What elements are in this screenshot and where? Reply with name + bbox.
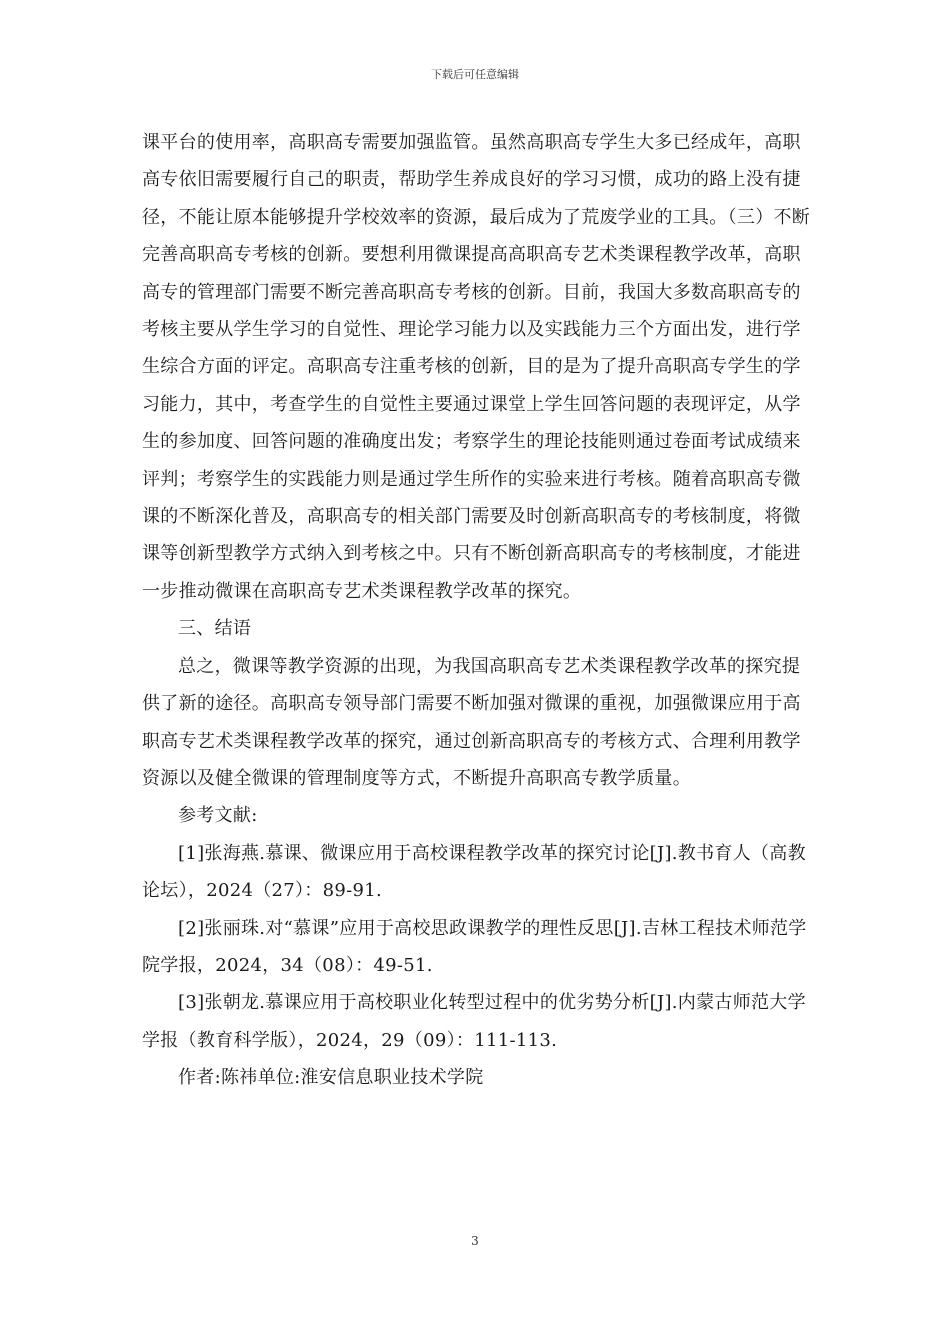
body-paragraph: 课平台的使用率，高职高专需要加强监管。虽然高职高专学生大多已经成年，高职高专依旧需要履行自己的职责，帮助学生养成良好的学习习惯，成功的路上没有捷径，不能让原本能够提升学校效率的资源，最后成为了荒废学业的工具。（三）不断完善高职高专考核的创新。要想利用微课提高高职高专艺术类课程教学改革，高职高专的管理部门需要不断完善高职高专考核的创新。目前，我国大多数高职高专的考核主要从学生学习的自觉性、理论学习能力以及实践能力三个方面出发，进行学生综合方面的评定。高职高专注重考核的创新，目的是为了提升高职高专学生的学习能力，其中，考查学生的自觉性主要通过课堂上学生回答问题的表现评定，从学生的参加度、回答问题的准确度出发；考察学生的理论技能则通过卷面考试成绩来评判；考察学生的实践能力则是通过学生所作的实验来进行考核。随着高职高专微课的不断深化普及，高职高专的相关部门需要及时创新高职高专的考核制度，将微课等创新型教学方式纳入到考核之中。只有不断创新高职高专的考核制度，才能进一步推动微课在高职高专艺术类课程教学改革的探究。 [142,132,811,602]
reference-item: [2]张丽珠.对“慕课”应用于高校思政课教学的理性反思[J].吉林工程技术师范学院学报，2024，34（08）：49-51. [142,917,807,976]
page-number: 3 [471,1234,479,1248]
author-line: 作者:陈祎单位:淮安信息职业技术学院 [178,1067,484,1089]
reference-item: [3]张朝龙.慕课应用于高校职业化转型过程中的优劣势分析[J].内蒙古师范大学学报（教育科学版），2024，29（09）：111-113. [142,992,806,1051]
document-body [142,124,818,1097]
section-heading: 三、结语 [178,618,252,640]
reference-item: [1]张海燕.慕课、微课应用于高校课程教学改革的探究讨论[J].教书育人（高教论坛），2024（27）：89-91. [142,842,806,902]
references-heading: 参考文献: [178,805,258,827]
page-header-note: 下载后可任意编辑 [431,68,519,81]
body-paragraph: 总之，微课等教学资源的出现，为我国高职高专艺术类课程教学改革的探究提供了新的途径。高职高专领导部门需要不断加强对微课的重视，加强微课应用于高职高专艺术类课程教学改革的探究，通过创新高职高专的考核方式、合理利用教学资源以及健全微课的管理制度等方式，不断提升高职高专教学质量。 [142,655,801,789]
